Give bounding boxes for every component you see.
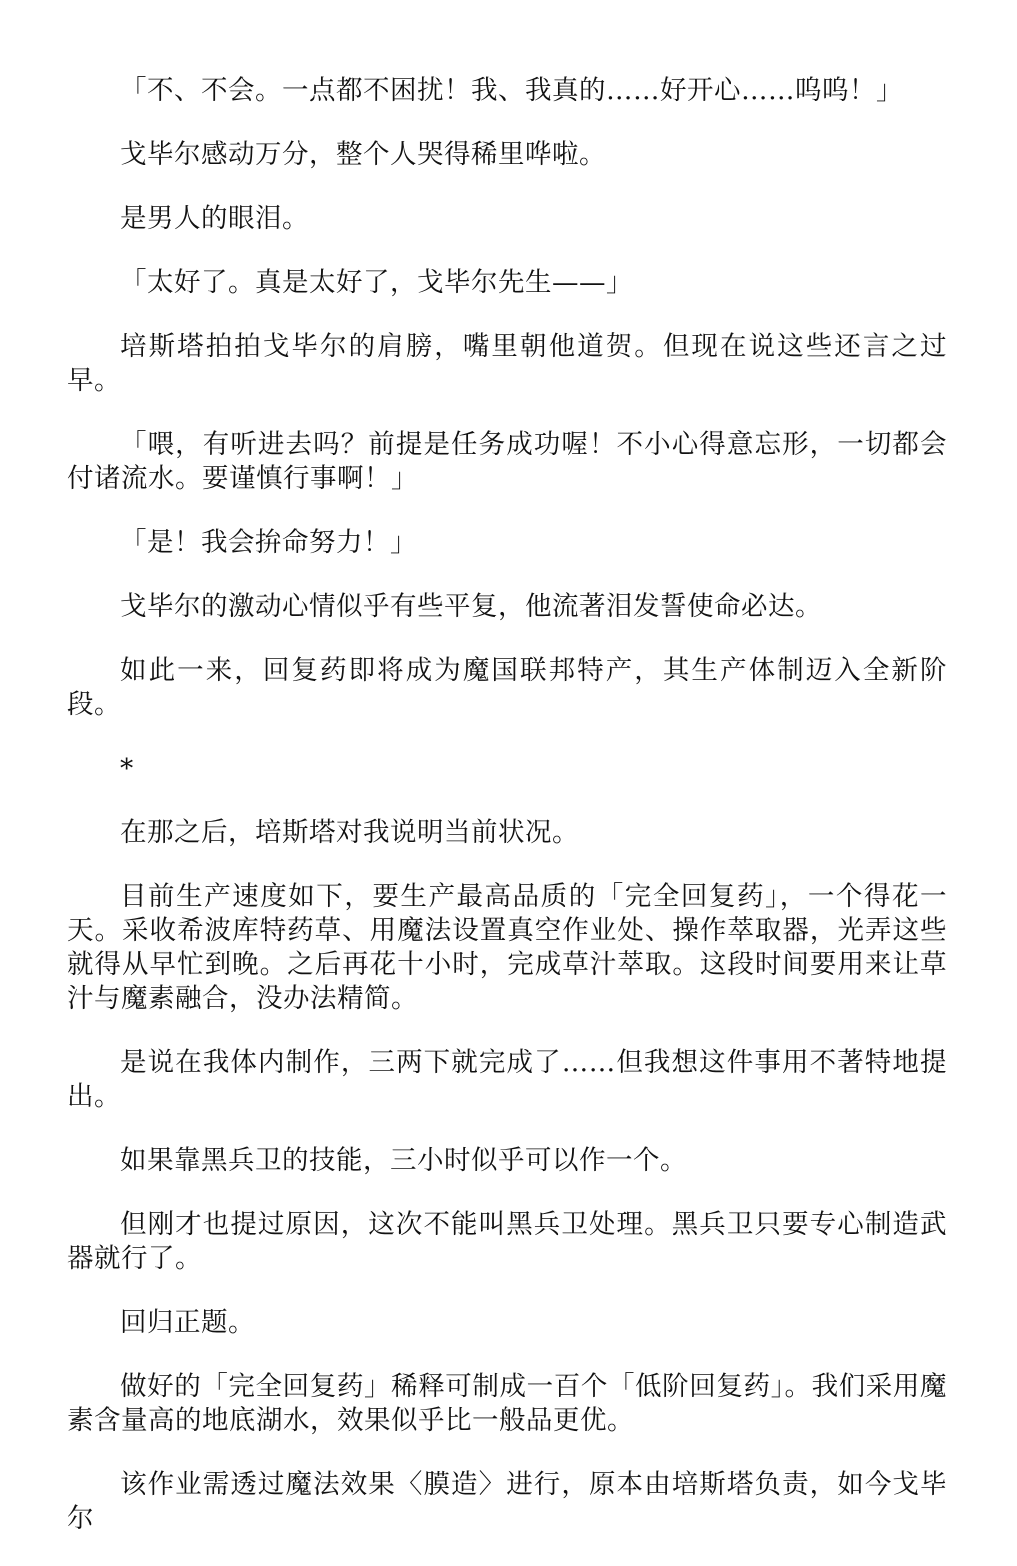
paragraph: 培斯塔拍拍戈毕尔的肩膀，嘴里朝他道贺。但现在说这些还言之过早。 [67,331,947,396]
paragraph: 目前生产速度如下，要生产最高品质的「完全回复药」，一个得花一天。采收希波库特药草、用魔法设置真空作业处、操作萃取器，光弄这些就得从早忙到晚。之后再花十小时，完成草汁萃取。这段时间要用来让草汁与魔素融合，没办法精简。 [67,881,947,1014]
novel-text-body [67,74,947,1566]
paragraph: 如此一来，回复药即将成为魔国联邦特产，其生产体制迈入全新阶段。 [67,655,947,720]
paragraph: 做好的「完全回复药」稀释可制成一百个「低阶回复药」。我们采用魔素含量高的地底湖水，效果似乎比一般品更优。 [67,1371,947,1436]
paragraph: 如果靠黑兵卫的技能，三小时似乎可以作一个。 [120,1145,687,1176]
paragraph: 但刚才也提过原因，这次不能叫黑兵卫处理。黑兵卫只要专心制造武器就行了。 [67,1209,947,1274]
paragraph: 「喂，有听进去吗？前提是任务成功喔！不小心得意忘形，一切都会付诸流水。要谨慎行事啊！」 [67,429,947,494]
paragraph: 在那之后，培斯塔对我说明当前状况。 [120,817,579,848]
paragraph: 戈毕尔感动万分，整个人哭得稀里哗啦。 [120,139,606,170]
paragraph: 是男人的眼泪。 [120,203,309,234]
scene-break: * [120,753,134,784]
paragraph: 该作业需透过魔法效果〈膜造〉进行，原本由培斯塔负责，如今戈毕尔 [67,1469,947,1534]
paragraph: 回归正题。 [120,1307,255,1338]
paragraph: 「是！我会拚命努力！」 [120,527,417,558]
paragraph: 「不、不会。一点都不困扰！我、我真的……好开心……呜呜！」 [120,75,903,106]
paragraph: 戈毕尔的激动心情似乎有些平复，他流著泪发誓使命必达。 [120,591,822,622]
paragraph: 「太好了。真是太好了，戈毕尔先生——」 [120,267,633,298]
paragraph: 是说在我体内制作，三两下就完成了……但我想这件事用不著特地提出。 [67,1047,947,1112]
